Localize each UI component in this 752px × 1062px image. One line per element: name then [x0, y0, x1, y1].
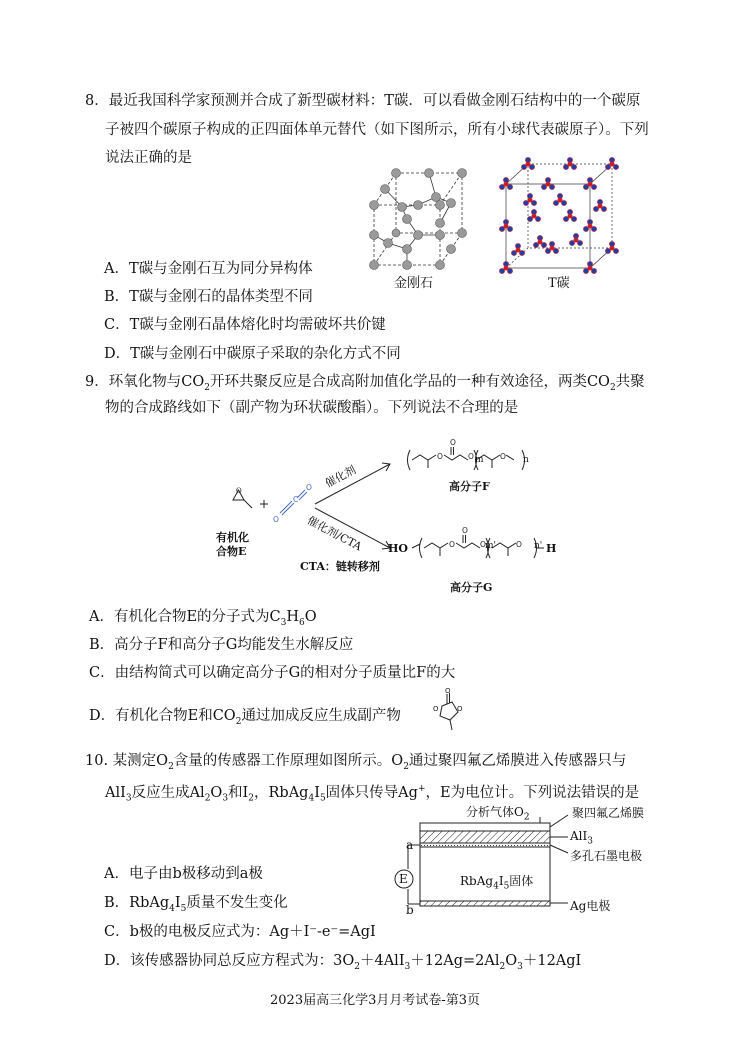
- cyclic-carbonate-structure: [428, 688, 470, 734]
- subscript-m: m: [475, 455, 484, 465]
- cta-note: CTA：链转移剂: [300, 560, 380, 573]
- graphite-label: 多孔石墨电极: [570, 849, 643, 863]
- q10-line1: 10. 某测定$O_2$含量的传感器工作原理如图所示。$O_2$通过聚四氟乙烯膜进入传感器只与: [85, 753, 627, 772]
- solid-label: $RbAg_4I_5$固体: [460, 874, 534, 892]
- svg-text:O: O: [306, 483, 312, 492]
- label-h: H: [546, 542, 557, 555]
- t-carbon-cluster: [605, 241, 618, 253]
- q8-line2: 子被四个碳原子构成的正四面体单元替代（如下图所示，所有小球代表碳原子）。下列: [105, 122, 649, 138]
- electrode-a-label: a: [406, 838, 414, 852]
- q9-option-c: C．由结构简式可以确定高分子G的相对分子质量比F的大: [89, 665, 456, 681]
- q10-option-d: D．该传感器协同总反应方程式为：$3O_2+4AlI_3+12Ag=2Al_2O_3+12AgI$: [104, 953, 582, 972]
- q8-option-a: A．T碳与金刚石互为同分异构体: [104, 261, 313, 277]
- t-carbon-cluster: [583, 261, 596, 273]
- polymer-f-label: 高分子F: [449, 480, 490, 493]
- label-ho: HO: [388, 542, 408, 555]
- ptfe-label: 聚四氟乙烯膜: [572, 806, 645, 820]
- t-carbon-cluster: [499, 261, 512, 273]
- t-carbon-structure-figure: [500, 160, 618, 272]
- q8-line3: 说法正确的是: [105, 150, 192, 166]
- q9-option-a: A．有机化合物E的分子式为$C_3H_6O$: [89, 609, 317, 628]
- polymer-g-label: 高分子G: [450, 581, 493, 594]
- svg-text:O: O: [433, 705, 439, 713]
- q8-option-d: D．T碳与金刚石中碳原子采取的杂化方式不同: [104, 346, 401, 362]
- sensor-diagram: [390, 805, 660, 925]
- caption-diamond: 金刚石: [394, 276, 434, 291]
- catalyst-bottom-label: 催化剂/CTA: [304, 513, 364, 554]
- compound-e-label-1: 有机化: [216, 531, 249, 544]
- catalyst-top-label: 催化剂: [322, 463, 359, 491]
- compound-e-label-2: 合物E: [216, 545, 247, 558]
- t-carbon-cluster: [523, 193, 536, 205]
- q9-line2: 物的合成路线如下（副产物为环状碳酸酯）。下列说法不合理的是: [105, 400, 519, 416]
- caption-tcarbon: T碳: [548, 276, 570, 291]
- ag-electrode-label: Ag电极: [570, 899, 611, 913]
- electrode-b-label: b: [406, 903, 414, 917]
- svg-text:O: O: [450, 438, 456, 447]
- svg-text:O: O: [437, 452, 443, 461]
- potentiometer-e-label: E: [399, 872, 408, 886]
- diamond-structure-figure: [358, 165, 478, 270]
- t-carbon-clusters: [499, 157, 618, 273]
- svg-text:C: C: [293, 495, 299, 504]
- svg-text:O: O: [457, 705, 463, 713]
- q10-option-a: A．电子由b极移动到a极: [104, 866, 263, 882]
- svg-text:O: O: [468, 452, 474, 461]
- q8-line1: 8．最近我国科学家预测并合成了新型碳材料：T碳．可以看做金刚石结构中的一个碳原: [85, 93, 641, 109]
- svg-text:O: O: [516, 540, 522, 549]
- q9-option-d: D．有机化合物E和$CO_2$通过加成反应生成副产物: [89, 708, 401, 727]
- t-carbon-cluster: [533, 235, 546, 247]
- t-carbon-cluster: [563, 157, 576, 169]
- q9-line1: 9．环氧化物与$CO_2$开环共聚反应是合成高附加值化学品的一种有效途径，两类$CO_2$共聚: [85, 374, 645, 393]
- q10-option-b: B．$RbAg_4I_5$质量不发生变化: [104, 895, 288, 914]
- svg-text:O: O: [449, 540, 455, 549]
- t-carbon-cluster: [593, 199, 606, 211]
- svg-text:O: O: [480, 540, 486, 549]
- t-carbon-cluster: [527, 209, 540, 221]
- subscript-n: n: [523, 455, 529, 465]
- subscript-n-prime: n': [534, 541, 543, 551]
- q10-line2: AlI$_3$反应生成$Al_2O_3$和$I_2$，$RbAg_4I_5$固体只传导Ag+，E为电位计。下列说法错误的是: [105, 784, 640, 804]
- q8-option-c: C．T碳与金刚石晶体熔化时均需破坏共价键: [104, 317, 386, 333]
- ali3-label: AlI$_3$: [570, 829, 593, 847]
- svg-text:O: O: [445, 687, 451, 695]
- t-carbon-cluster: [553, 193, 566, 205]
- t-carbon-cluster: [605, 157, 618, 169]
- t-carbon-cluster: [563, 209, 576, 221]
- q10-option-c: C．b极的电极反应式为：Ag＋I⁻-e⁻=AgI: [104, 924, 376, 940]
- svg-text:O: O: [462, 526, 468, 535]
- t-carbon-cluster: [541, 177, 554, 189]
- q8-option-b: B．T碳与金刚石的晶体类型不同: [104, 289, 313, 305]
- gas-label: 分析气体$O_2$: [466, 805, 530, 823]
- page-footer: 2023届高三化学3月月考试卷-第3页: [270, 993, 481, 1008]
- q9-option-b: B．高分子F和高分子G均能发生水解反应: [89, 637, 354, 653]
- t-carbon-cluster: [569, 233, 582, 245]
- t-carbon-cluster: [511, 243, 524, 255]
- subscript-m-prime: m': [485, 541, 497, 551]
- svg-text:O: O: [500, 452, 506, 461]
- q9-reaction-scheme: [200, 418, 570, 600]
- svg-text:O: O: [273, 515, 279, 524]
- svg-text:O: O: [236, 487, 242, 495]
- t-carbon-cluster: [545, 241, 558, 253]
